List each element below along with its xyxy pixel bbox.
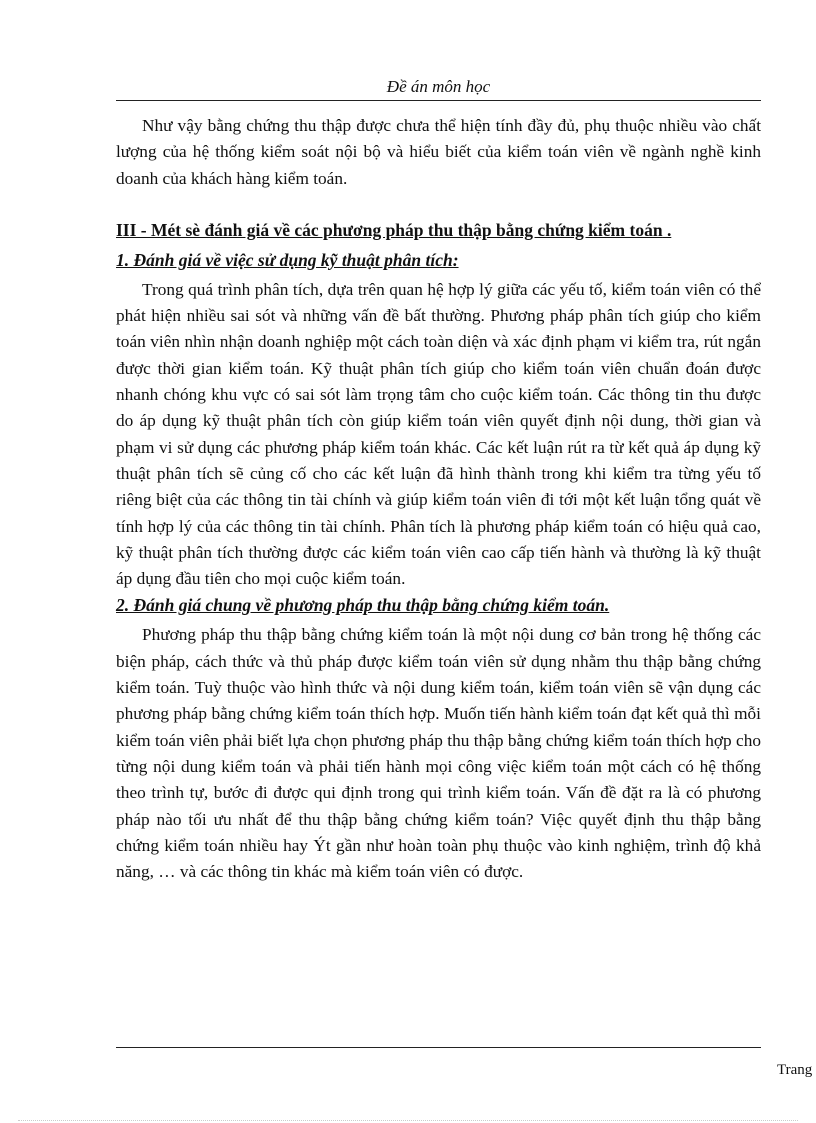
subsection-2-heading: 2. Đánh giá chung về phương pháp thu thập bằng chứng kiểm toán. [116, 595, 610, 616]
page-header-title: Đề án môn học [386, 77, 491, 96]
footer-divider [116, 1047, 761, 1048]
page-number-label: Trang [777, 1062, 813, 1078]
section-heading-text: III - Mét sè đánh giá về các phương pháp thu thập bằng chứng kiểm toán [116, 219, 663, 240]
subsection-1-paragraph: Trong quá trình phân tích, dựa trên quan hệ hợp lý giữa các yếu tố, kiểm toán viên có thể phát hiện nhiều sai sót và những vấn đề bất thường. Phương pháp phân tích giúp cho kiểm toán viên nhìn nhận doanh nghiệp một cách toàn diện và xác định phạm vi kiểm tra, rút ngắn được thời gian kiểm toán. Kỹ thuật phân tích giúp cho kiểm toán viên chuẩn đoán được nhanh chóng khu vực có sai sót làm trọng tâm cho cuộc kiểm toán. Các thông tin thu được do áp dụng kỹ thuật phân tích còn giúp kiểm toán viên quyết định nội dung, thời gian và phạm vi sử dụng các phương pháp kiểm toán khác. Các kết luận rút ra từ kết quả áp dụng kỹ thuật phân tích sẽ củng cố cho các kết luận đã hình thành trong khi kiểm tra từng yếu tố riêng biệt của các thông tin tài chính và giúp kiểm toán viên đi tới một kết luận tổng quát về tính hợp lý của các thông tin tài chính. Phân tích là phương pháp kiểm toán có hiệu quả cao, kỹ thuật phân tích thường được các kiểm toán viên cao cấp tiến hành và thường là kỹ thuật áp dụng đầu tiên cho mọi cuộc kiểm toán. [116, 279, 761, 589]
header-divider [116, 100, 761, 101]
intro-paragraph: Như vậy bằng chứng thu thập được chưa thể hiện tính đầy đủ, phụ thuộc nhiều vào chất lượng của hệ thống kiểm soát nội bộ và hiểu biết của kiểm toán viên về ngành nghề kinh doanh của khách hàng kiểm toán. [116, 116, 761, 188]
subsection-1-heading: 1. Đánh giá về việc sử dụng kỹ thuật phân tích: [116, 249, 459, 270]
page-bottom-edge [18, 1120, 798, 1121]
section-heading-trail: . [662, 219, 672, 240]
section-heading [116, 217, 761, 243]
subsection-2-paragraph: Phương pháp thu thập bằng chứng kiểm toán là một nội dung cơ bản trong hệ thống các biện pháp, cách thức và thủ pháp được kiểm toán viên sử dụng nhằm thu thập bằng chứng kiểm toán. Tuỳ thuộc vào hình thức và nội dung kiểm toán, kiểm toán viên sẽ vận dụng các phương pháp bằng chứng kiểm toán thích hợp. Muốn tiến hành kiểm toán đạt kết quả thì mỗi kiểm toán viên phải biết lựa chọn phương pháp thu thập bằng chứng kiểm toán thích hợp cho từng nội dung kiểm toán và phải tiến hành mọi công việc kiểm toán một cách có hệ thống theo trình tự, bước đi được qui định trong qui trình kiểm toán. Vấn đề đặt ra là có phương pháp nào tối ưu nhất để thu thập bằng chứng kiểm toán? Việc quyết định thu thập bằng chứng kiểm toán nhiều hay Ýt gần như hoàn toàn phụ thuộc vào kinh nghiệm, trình độ khả năng, … và các thông tin khác mà kiểm toán viên có được. [116, 625, 761, 882]
document-body [116, 113, 761, 885]
